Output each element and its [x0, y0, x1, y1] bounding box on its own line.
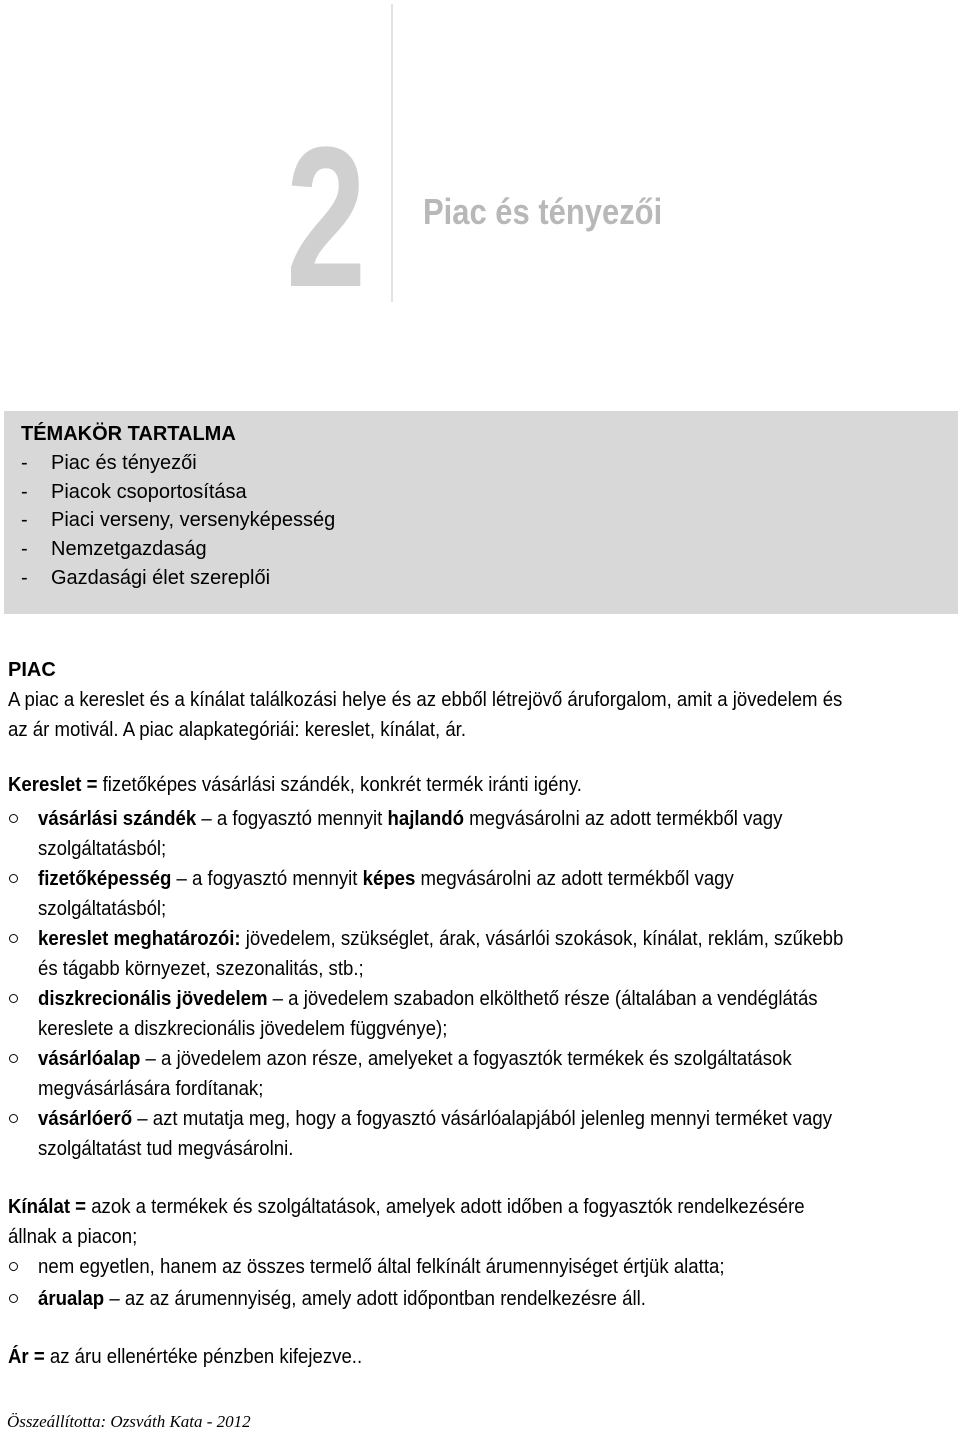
list-item: - Piacok csoportosítása: [21, 480, 247, 503]
list-item-continuation: szolgáltatást tud megvásárolni.: [38, 1138, 294, 1160]
list-item-continuation: kereslete a diszkrecionális jövedelem függvénye);: [38, 1018, 448, 1040]
bullet-icon: [9, 1294, 18, 1303]
list-item: vásárlási szándék – a fogyasztó mennyit hajlandó megvásárolni az adott termékből vagy: [38, 808, 783, 830]
list-item: kereslet meghatározói: jövedelem, szükséglet, árak, vásárlói szokások, kínálat, reklám, szűkebb: [38, 928, 844, 950]
ar-definition: Ár = az áru ellenértéke pénzben kifejezve..: [8, 1346, 363, 1368]
kereslet-definition: Kereslet = fizetőképes vásárlási szándék, konkrét termék iránti igény.: [8, 774, 582, 796]
topic-contents-list: [21, 449, 335, 593]
bullet-icon: [9, 934, 18, 943]
bullet-icon: [9, 874, 18, 883]
kinalat-definition-line2: állnak a piacon;: [8, 1226, 138, 1248]
kinalat-definition: Kínálat = azok a termékek és szolgáltatások, amelyek adott időben a fogyasztók rendelkezésére: [8, 1196, 805, 1218]
piac-paragraph-line1: A piac a kereslet és a kínálat találkozási helye és az ebből létrejövő áruforgalom, amit a jövedelem és: [8, 689, 843, 711]
footer-credit: Összeállította: Ozsváth Kata - 2012: [7, 1412, 251, 1431]
list-item: diszkrecionális jövedelem – a jövedelem szabadon elkölthető része (általában a vendéglátás: [38, 988, 818, 1010]
list-item-continuation: és tágabb környezet, szezonalitás, stb.;: [38, 958, 364, 980]
chapter-divider: [391, 4, 393, 302]
bullet-icon: [9, 1262, 18, 1271]
list-item: vásárlóalap – a jövedelem azon része, amelyeket a fogyasztók termékek és szolgáltatások: [38, 1048, 792, 1070]
bullet-icon: [9, 814, 18, 823]
chapter-number: 2: [286, 106, 364, 329]
list-item-continuation: szolgáltatásból;: [38, 838, 167, 860]
chapter-title: Piac és tényezői: [423, 191, 663, 232]
bullet-icon: [9, 1054, 18, 1063]
list-item: - Piac és tényezői: [21, 452, 197, 474]
list-item: - Gazdasági élet szereplői: [21, 566, 271, 589]
list-item: - Piaci verseny, versenyképesség: [21, 509, 336, 532]
list-item: fizetőképesség – a fogyasztó mennyit képes megvásárolni az adott termékből vagy: [38, 868, 734, 890]
list-item: vásárlóerő – azt mutatja meg, hogy a fogyasztó vásárlóalapjából jelenleg mennyi terméket vagy: [38, 1108, 833, 1130]
bullet-icon: [9, 994, 18, 1003]
list-item-continuation: megvásárlására fordítanak;: [38, 1078, 264, 1100]
bullet-icon: [9, 1114, 18, 1123]
list-item-continuation: szolgáltatásból;: [38, 898, 167, 920]
list-item: árualap – az az árumennyiség, amely adott időpontban rendelkezésre áll.: [38, 1288, 646, 1310]
list-item: nem egyetlen, hanem az összes termelő által felkínált árumennyiséget értjük alatta;: [38, 1256, 725, 1278]
list-item: - Nemzetgazdaság: [21, 538, 207, 561]
piac-heading: PIAC: [8, 659, 56, 681]
piac-paragraph-line2: az ár motivál. A piac alapkategóriái: kereslet, kínálat, ár.: [8, 719, 467, 741]
topic-contents-heading: TÉMAKÖR TARTALMA: [21, 423, 236, 445]
